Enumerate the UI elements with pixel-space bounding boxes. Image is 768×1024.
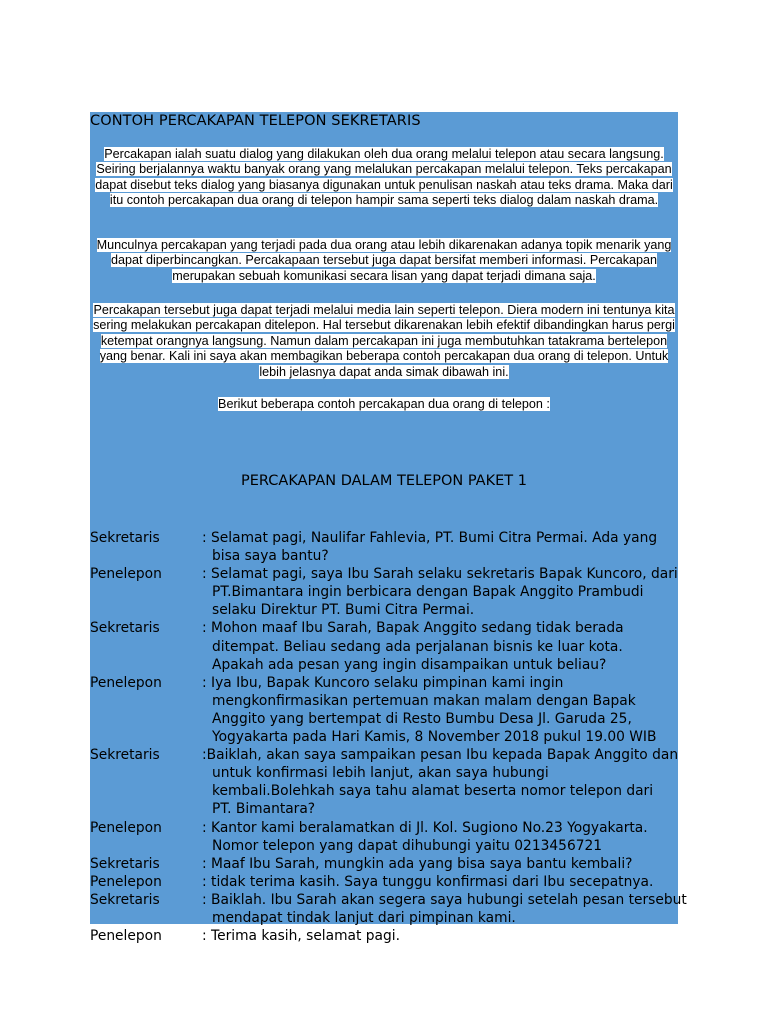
utterance: : Kantor kami beralamatkan di Jl. Kol. Sugiono No.23 Yogyakarta. Nomor telepon yang dapat dihubungi yaitu 0213456721 bbox=[202, 819, 648, 854]
paragraph-text: Munculnya percakapan yang terjadi pada dua orang atau lebih dikarenakan adanya topik menarik yang dapat diperbincangkan. Percakapaan tersebut juga dapat bersifat memberi informasi. Percakapan merupakan sebuah komunikasi secara lisan yang dapat terjadi dimana saja. bbox=[96, 238, 672, 283]
paragraph-text: Berikut beberapa contoh percakapan dua orang di telepon : bbox=[218, 397, 550, 411]
speaker-name: Sekretaris bbox=[90, 530, 160, 546]
paragraph-lead-in bbox=[90, 397, 678, 412]
dialog-turn bbox=[90, 855, 678, 873]
speaker-name: Sekretaris bbox=[90, 891, 160, 908]
speaker-name: Sekretaris bbox=[90, 855, 160, 872]
speaker-name: Penelepon bbox=[90, 928, 162, 945]
utterance: : Maaf Ibu Sarah, mungkin ada yang bisa saya bantu kembali? bbox=[202, 855, 633, 872]
speaker-name: Penelepon bbox=[90, 819, 162, 836]
dialog-turn bbox=[90, 746, 678, 818]
dialog-turn bbox=[90, 873, 678, 891]
dialog-list bbox=[90, 529, 687, 945]
dialog-turn bbox=[90, 674, 678, 746]
section-title: PERCAKAPAN DALAM TELEPON PAKET 1 bbox=[241, 473, 527, 489]
dialog-turn bbox=[90, 619, 678, 673]
dialog-turn bbox=[90, 819, 678, 855]
paragraph-telephone bbox=[90, 303, 678, 380]
speaker-name: Penelepon bbox=[90, 674, 162, 691]
utterance: : tidak terima kasih. Saya tunggu konfirmasi dari Ibu secepatnya. bbox=[202, 873, 654, 890]
speaker-name: Sekretaris bbox=[90, 747, 160, 764]
document-panel bbox=[90, 112, 687, 945]
utterance: :Baiklah, akan saya sampaikan pesan Ibu kepada Bapak Anggito dan untuk konfirmasi lebih lanjut, akan saya hubungi kembali.Bolehkah saya tahu alamat beserta nomor telepon dari PT. Bimantara? bbox=[202, 747, 679, 818]
dialog-turn bbox=[90, 565, 678, 619]
utterance: : Selamat pagi, saya Ibu Sarah selaku sekretaris Bapak Kuncoro, dari PT.Bimantara ingin berbicara dengan Bapak Anggito Prambudi selaku Direktur PT. Bumi Citra Permai. bbox=[202, 566, 678, 619]
speaker-name: Sekretaris bbox=[90, 620, 160, 637]
document-title: CONTOH PERCAKAPAN TELEPON SEKRETARIS bbox=[90, 113, 421, 129]
dialog-turn bbox=[90, 891, 687, 927]
utterance: : Mohon maaf Ibu Sarah, Bapak Anggito sedang tidak berada ditempat. Beliau sedang ada perjalanan bisnis ke luar kota. Apakah ada pesan yang ingin disampaikan untuk beliau? bbox=[202, 620, 624, 673]
dialog-turn bbox=[90, 529, 678, 565]
utterance: : Selamat pagi, Naulifar Fahlevia, PT. Bumi Citra Permai. Ada yang bisa saya bantu? bbox=[202, 530, 658, 565]
speaker-name: Penelepon bbox=[90, 873, 162, 890]
dialog-turn bbox=[90, 927, 678, 945]
paragraph-text: Percakapan tersebut juga dapat terjadi melalui media lain seperti telepon. Diera modern ini tentunya kita sering melakukan percakapan ditelepon. Hal tersebut dikarenakan lebih efektif dibandingkan harus pergi ketempat orangnya langsung. Namun dalam percakapan ini juga membutuhkan tatakrama bertelepon yang benar. Kali ini saya akan membagikan beberapa contoh percakapan dua orang di telepon. Untuk lebih jelasnya dapat anda simak dibawah ini. bbox=[93, 303, 675, 379]
speaker-name: Penelepon bbox=[90, 566, 162, 583]
utterance: : Baiklah. Ibu Sarah akan segera saya hubungi setelah pesan tersebut mendapat tindak lanjut dari pimpinan kami. bbox=[202, 891, 687, 926]
paragraph-intro bbox=[90, 147, 678, 209]
utterance: : Iya Ibu, Bapak Kuncoro selaku pimpinan kami ingin mengkonfirmasikan pertemuan makan malam dengan Bapak Anggito yang bertempat di Resto Bumbu Desa Jl. Garuda 25, Yogyakarta pada Hari Kamis, 8 November 2018 pukul 19.00 WIB bbox=[202, 674, 657, 746]
paragraph-topic bbox=[90, 238, 678, 284]
utterance: : Terima kasih, selamat pagi. bbox=[202, 928, 400, 945]
paragraph-text: Percakapan ialah suatu dialog yang dilakukan oleh dua orang melalui telepon atau secara langsung. Seiring berjalannya waktu banyak orang yang melalukan percakapan melalui telepon. Teks percakapan dapat disebut teks dialog yang biasanya digunakan untuk penulisan naskah atau teks drama. Maka dari itu contoh percakapan dua orang di telepon hampir sama seperti teks dialog dalam naskah drama. bbox=[95, 147, 673, 208]
